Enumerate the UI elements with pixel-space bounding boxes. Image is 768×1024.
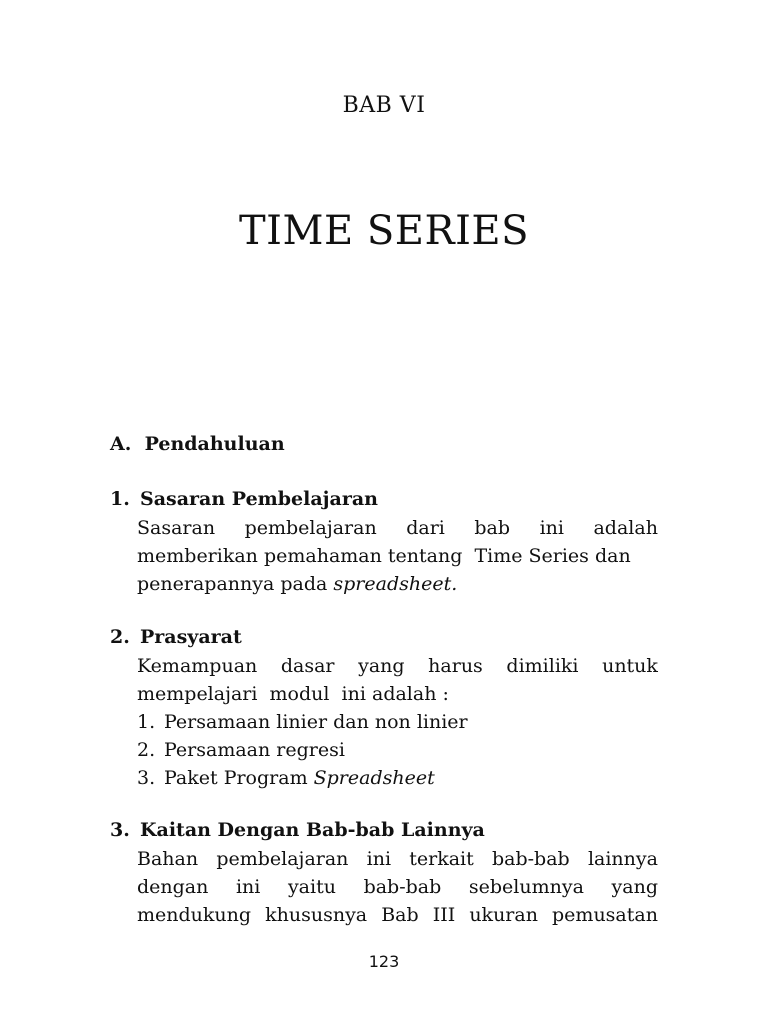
subsection-2-paragraph <box>137 652 658 708</box>
section-a-heading: A. Pendahuluan <box>110 433 285 455</box>
page-number: 123 <box>368 952 400 971</box>
word: yang <box>358 655 405 677</box>
word: III <box>432 904 456 926</box>
word: Bahan <box>137 848 199 870</box>
subsection-3-number: 3. <box>110 819 130 841</box>
paragraph-line <box>137 570 658 598</box>
word: pembelajaran <box>216 848 349 870</box>
word: pembelajaran <box>244 517 377 539</box>
word: Bab <box>381 904 419 926</box>
word: Sasaran <box>137 517 216 539</box>
subsection-2-number: 2. <box>110 626 130 648</box>
prerequisite-list <box>137 708 468 792</box>
word: mendukung <box>137 904 252 926</box>
chapter-label: BAB VI <box>342 93 426 118</box>
word: pemusatan <box>552 904 658 926</box>
list-item-text: Paket Program <box>164 767 314 789</box>
word: ukuran <box>469 904 538 926</box>
paragraph-line: mempelajari modul ini adalah : <box>137 683 449 705</box>
word: ini <box>539 517 564 539</box>
subsection-1-heading <box>110 488 378 510</box>
list-item <box>137 764 468 792</box>
list-item-text: Persamaan linier dan non linier <box>164 711 468 733</box>
word: yang <box>611 876 658 898</box>
subsection-1-title: Sasaran Pembelajaran <box>140 488 378 510</box>
text-span: penerapannya pada <box>137 573 334 595</box>
word: yaitu <box>287 876 336 898</box>
paragraph-line <box>137 845 658 873</box>
subsection-3-heading <box>110 819 485 841</box>
list-item <box>137 736 468 764</box>
paragraph-line <box>137 652 658 680</box>
paragraph-line: memberikan pemahaman tentang Time Series dan <box>137 545 631 567</box>
word: harus <box>428 655 483 677</box>
italic-term: Spreadsheet <box>313 767 435 789</box>
word: khususnya <box>265 904 368 926</box>
paragraph-line <box>137 901 658 929</box>
word: sebelumnya <box>468 876 584 898</box>
paragraph-line <box>137 873 658 901</box>
word: adalah <box>593 517 658 539</box>
word: ini <box>366 848 392 870</box>
subsection-2-heading <box>110 626 242 648</box>
list-item <box>137 708 468 736</box>
list-item-number: 1. <box>137 711 156 733</box>
word: dimiliki <box>506 655 579 677</box>
word: terkait <box>409 848 474 870</box>
list-item-number: 3. <box>137 767 156 789</box>
word: untuk <box>602 655 658 677</box>
list-item-text: Persamaan regresi <box>164 739 345 761</box>
subsection-3-title: Kaitan Dengan Bab-bab Lainnya <box>140 819 485 841</box>
word: lainnya <box>587 848 658 870</box>
word: dasar <box>280 655 335 677</box>
subsection-1-paragraph <box>137 514 658 598</box>
word: dari <box>406 517 445 539</box>
word: bab-bab <box>491 848 570 870</box>
chapter-title: TIME SERIES <box>239 208 529 254</box>
subsection-2-title: Prasyarat <box>140 626 242 648</box>
word: bab <box>474 517 511 539</box>
word: dengan <box>137 876 209 898</box>
list-item-number: 2. <box>137 739 156 761</box>
paragraph-line <box>137 514 658 542</box>
subsection-1-number: 1. <box>110 488 130 510</box>
word: Kemampuan <box>137 655 258 677</box>
word: bab-bab <box>363 876 442 898</box>
subsection-3-paragraph <box>137 845 658 929</box>
word: ini <box>235 876 261 898</box>
italic-term: spreadsheet. <box>333 573 458 595</box>
